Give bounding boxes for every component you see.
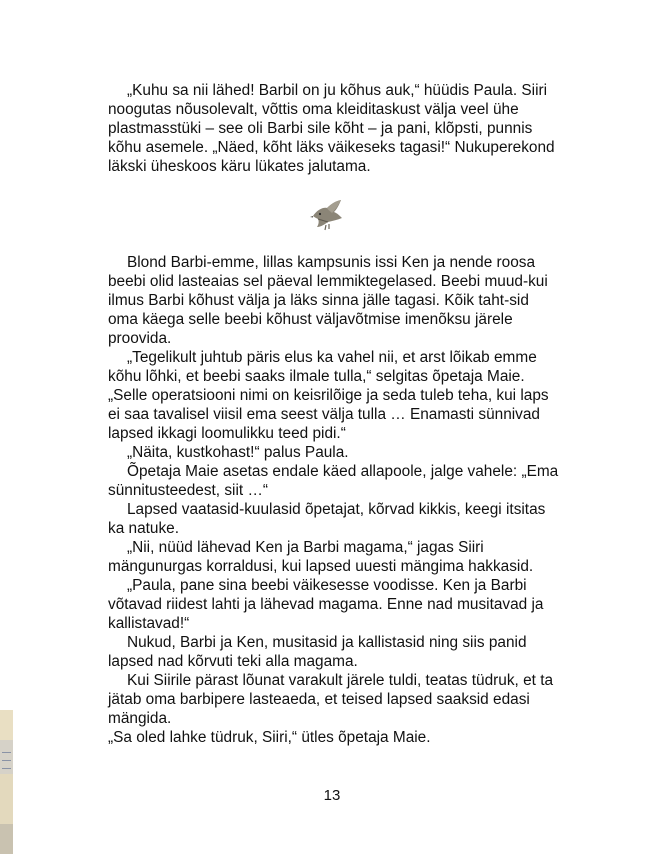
adjacent-page-illustration-edge xyxy=(0,710,13,854)
paragraph: „Kuhu sa nii lähed! Barbil on ju kõhus auk,“ hüüdis Paula. Siiri noogutas nõusolevalt, võttis oma kleiditaskust välja veel ühe plastmasstüki – see oli Barbi sile kõht – ja pani, klõpsti, punnis kõhu asemele. „Näed, kõht läks väikeseks tagasi!“ Nukuperekond läkski üheskoos käru lükates jalutama. xyxy=(108,82,555,175)
paragraph: Kui Siirile pärast lõunat varakult järele tuldi, teatas tüdruk, et ta jätab oma barbipere lasteaeda, et teised lapsed saaksid edasi mängida. xyxy=(108,672,554,727)
text-section-1 xyxy=(108,81,560,176)
paragraph: „Paula, pane sina beebi väikesesse voodisse. Ken ja Barbi võtavad riidest lahti ja lähevad magama. Enne nad musitavad ja kallistavad!“ xyxy=(108,577,544,632)
text-section-2 xyxy=(108,253,560,747)
paragraph: „Sa oled lahke tüdruk, Siiri,“ ütles õpetaja Maie. xyxy=(108,729,431,746)
paragraph: Lapsed vaatasid-kuulasid õpetajat, kõrvad kikkis, keegi itsitas ka natuke. xyxy=(108,501,546,537)
paragraph: Õpetaja Maie asetas endale käed allapoole, jalge vahele: „Ema sünnitusteedest, siit …“ xyxy=(108,463,559,499)
paragraph: Blond Barbi-emme, lillas kampsunis issi Ken ja nende roosa beebi olid lasteaias sel päeval lemmiktegelased. Beebi muud-kui ilmus Barbi kõhust välja ja läks sinna jälle tagasi. Kõik taht-sid oma käega selle beebi kõhust väljavõtmise imenõksu järele proovida. xyxy=(108,254,548,347)
paragraph: „Nii, nüüd lähevad Ken ja Barbi magama,“ jagas Siiri mängunurgas korraldusi, kui lapsed uuesti mängima hakkasid. xyxy=(108,539,534,575)
paragraph: Nukud, Barbi ja Ken, musitasid ja kallistasid ning siis panid lapsed nad kõrvuti teki alla magama. xyxy=(108,634,527,670)
paragraph: „Tegelikult juhtub päris elus ka vahel nii, et arst lõikab emme kõhu lõhki, et beebi saaks ilmale tulla,“ selgitas õpetaja Maie. „Selle operatsiooni nimi on keisrilõige ja seda tuleb teha, kui laps ei saa tavalisel viisil ema seest välja tulla … Enamasti sünnivad lapsed ikkagi loomulikku teed pidi.“ xyxy=(108,349,549,442)
page-number: 13 xyxy=(323,787,341,804)
paragraph: „Näita, kustkohast!“ palus Paula. xyxy=(127,444,349,461)
bird-icon xyxy=(307,196,349,238)
